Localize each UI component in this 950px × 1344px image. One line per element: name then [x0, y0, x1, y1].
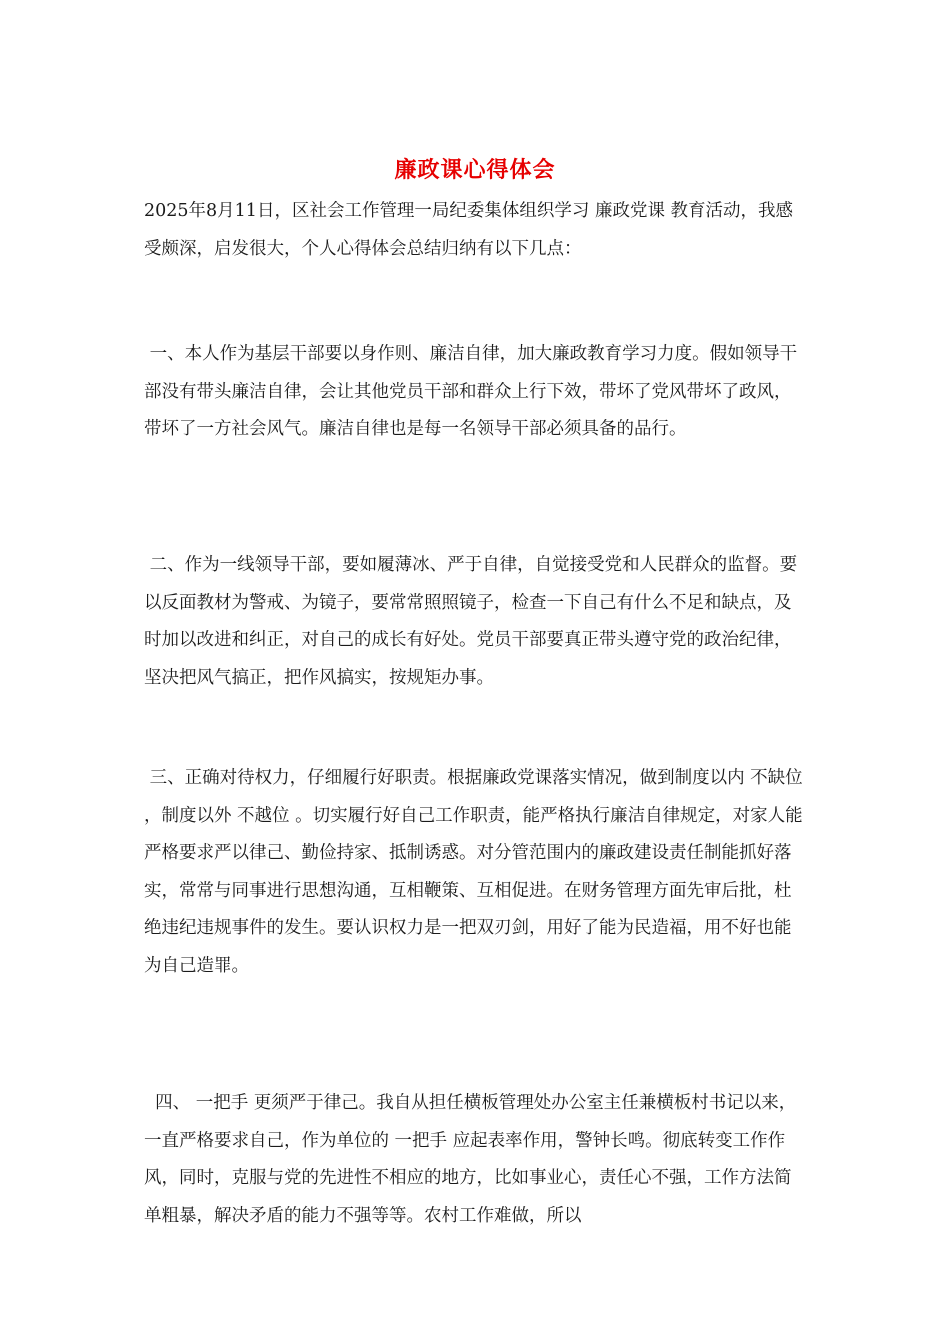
paragraph-1: 一、本人作为基层干部要以身作则、廉洁自律，加大廉政教育学习力度。假如领导干部没有带头廉洁自律，会让其他党员干部和群众上行下效，带坏了党风带坏了政风，带坏了一方社会风气。廉洁自律也是每一名领导干部必须具备的品行。	[144, 344, 798, 439]
intro-paragraph: 2025年8月11日，区社会工作管理一局纪委集体组织学习 廉政党课 教育活动，我感受颇深，启发很大，个人心得体会总结归纳有以下几点：	[144, 201, 794, 259]
paragraph-2: 二、作为一线领导干部，要如履薄冰、严于自律，自觉接受党和人民群众的监督。要以反面教材为警戒、为镜子，要常常照照镜子，检查一下自己有什么不足和缺点，及时加以改进和纠正，对自己的成长有好处。党员干部要真正带头遵守党的政治纪律，坚决把风气搞正，把作风搞实，按规矩办事。	[144, 555, 798, 688]
paragraph-4: 四、 一把手 更须严于律己。我自从担任横板管理处办公室主任兼横板村书记以来，一直严格要求自己，作为单位的 一把手 应起表率作用，警钟长鸣。彻底转变工作作风，同时，克服与党的先进性不相应的地方，比如事业心，责任心不强，工作方法简单粗暴，解决矛盾的能力不强等等。农村工作难做，所以	[144, 1093, 797, 1226]
document-title: 廉政课心得体会	[394, 157, 556, 183]
paragraph-3: 三、正确对待权力，仔细履行好职责。根据廉政党课落实情况，做到制度以内 不缺位 ，制度以外 不越位 。切实履行好自己工作职责，能严格执行廉洁自律规定，对家人能严格要求严以律己、勤俭持家、抵制诱惑。对分管范围内的廉政建设责任制能抓好落实，常常与同事进行思想沟通，互相鞭策、互相促进。在财务管理方面先审后批，杜绝违纪违规事件的发生。要认识权力是一把双刃剑，用好了能为民造福，用不好也能为自己造罪。	[144, 768, 809, 976]
